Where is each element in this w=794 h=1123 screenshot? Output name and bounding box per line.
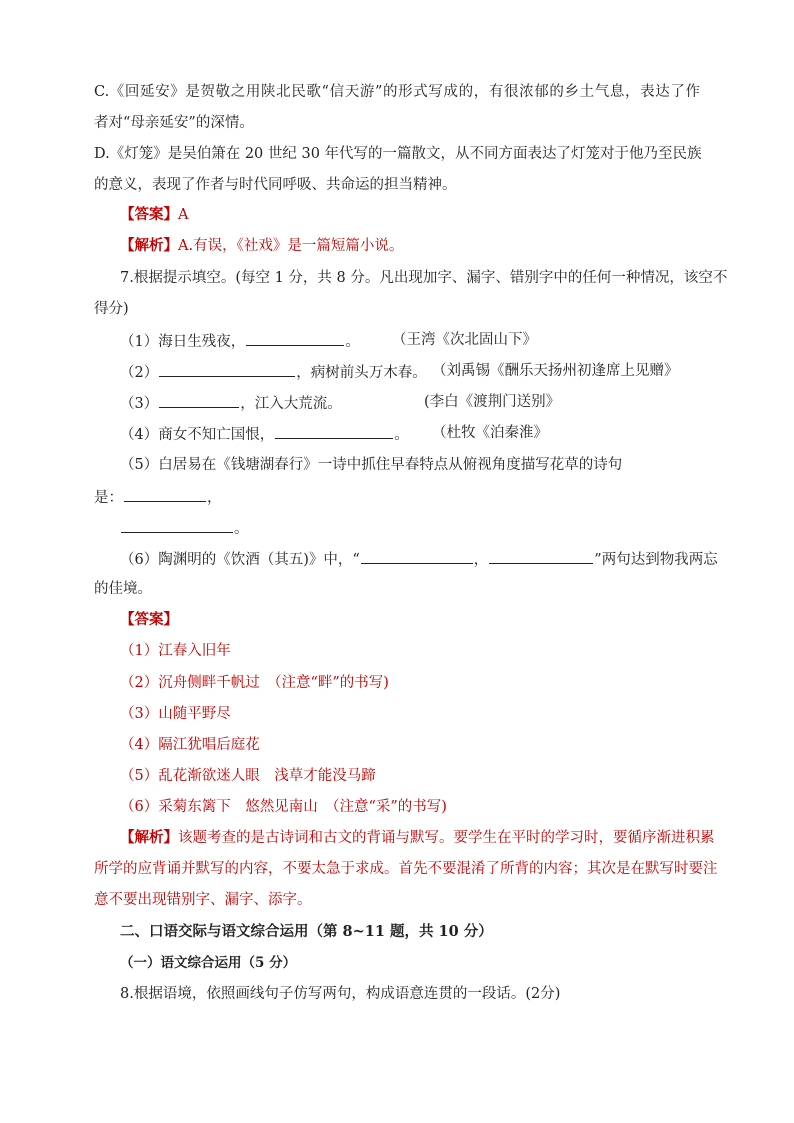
item-1-source: （王湾《次北固山下》 [392, 332, 537, 348]
q7-item-1 [120, 330, 360, 352]
analysis-label: 【解析】 [120, 237, 178, 254]
q7-item-5-line-2 [94, 486, 222, 508]
item-4-source: （杜牧《泊秦淮》 [432, 425, 548, 441]
fill-blank[interactable] [159, 392, 239, 408]
item-5-punct: ， [207, 490, 222, 506]
q7-item-5-line-3 [120, 517, 249, 539]
option-d-line-1: D.《灯笼》是吴伯箫在 20 世纪 30 年代写的一篇散文，从不同方面表达了灯笼对于他乃至民族 [94, 146, 702, 162]
fill-blank[interactable] [124, 486, 206, 502]
option-d-line-2: 的意义，表现了作者与时代同呼吸、共命运的担当精神。 [94, 177, 457, 193]
item-1-punct: 。 [345, 334, 360, 350]
q7-analysis-line-2: 所学的应背诵并默写的内容，不要太急于求成。首先不要混淆了所背的内容；其次是在默写时要注 [94, 861, 718, 877]
answer-2: （2）沉舟侧畔千帆过 （注意“畔”的书写) [120, 675, 389, 691]
q7-item-6-line-1 [120, 548, 718, 570]
q7-answer-label: 【答案】 [120, 611, 178, 628]
item-6-comma: ， [473, 552, 489, 568]
answer-4: （4）隔江犹唱后庭花 [120, 737, 260, 753]
item-3-text: ，江入大荒流。 [240, 396, 342, 412]
item-2-text: ，病树前头万木春。 [296, 365, 427, 381]
item-6-prompt: （6）陶渊明的《饮酒（其五)》中，“ [120, 552, 360, 568]
q7-item-6-line-2: 的佳境。 [94, 581, 152, 597]
fill-blank[interactable] [121, 517, 233, 533]
item-2-source: （刘禹锡《酬乐天扬州初逢席上见赠》 [432, 363, 679, 379]
item-1-prompt: （1）海日生残夜， [120, 334, 246, 350]
analysis-text: A.有误，《社戏》是一篇短篇小说。 [178, 238, 404, 254]
item-4-punct: 。 [394, 427, 409, 443]
answer-6: （6）采菊东篱下 悠然见南山 （注意“采”的书写) [120, 799, 447, 815]
fill-blank[interactable] [246, 330, 344, 346]
option-c-line-1: C.《回延安》是贺敬之用陕北民歌“信天游”的形式写成的，有很浓郁的乡土气息，表达了作 [94, 84, 700, 100]
answer-5: （5）乱花渐欲迷人眼 浅草才能没马蹄 [120, 768, 376, 784]
fill-blank[interactable] [489, 548, 593, 564]
answer-3: （3）山随平野尽 [120, 706, 231, 722]
answer-value: A [178, 207, 189, 223]
option-c-line-2: 者对“母亲延安”的深情。 [94, 115, 254, 131]
q7-item-2 [120, 361, 427, 383]
item-5-prompt: 是： [94, 490, 123, 506]
q7-analysis-line-1 [120, 828, 715, 848]
analysis-label: 【解析】 [120, 829, 178, 846]
q7-item-4 [120, 423, 409, 445]
item-3-prompt: （3） [120, 396, 159, 412]
analysis-text: 该题考查的是古诗词和古文的背诵与默写。要学生在平时的学习时，要循序渐进积累 [178, 830, 715, 846]
q6-answer [120, 205, 188, 225]
item-2-prompt: （2） [120, 365, 159, 381]
q7-analysis-line-3: 意不要出现错别字、漏字、添字。 [94, 892, 312, 908]
item-4-prompt: （4）商女不知亡国恨， [120, 427, 275, 443]
fill-blank[interactable] [159, 361, 295, 377]
fill-blank[interactable] [275, 423, 393, 439]
q7-item-5-line-1: （5）白居易在《钱塘湖春行》一诗中抓住早春特点从俯视角度描写花草的诗句 [120, 457, 623, 473]
section-2-heading: 二、口语交际与语文综合运用（第 8~11 题，共 10 分） [120, 923, 493, 940]
q6-analysis [120, 236, 403, 256]
fill-blank[interactable] [361, 548, 473, 564]
item-3-source: (李白《渡荆门送别》 [424, 394, 561, 410]
item-5-end: 。 [234, 521, 249, 537]
answer-label: 【答案】 [120, 206, 178, 223]
q8-stem: 8.根据语境，依照画线句子仿写两句，构成语意连贯的一段话。(2分) [120, 986, 561, 1002]
q7-stem-line-2: 得分) [94, 301, 129, 317]
item-6-text: ”两句达到物我两忘 [594, 552, 718, 568]
q7-stem-line-1: 7.根据提示填空。(每空 1 分，共 8 分。凡出现加字、漏字、错别字中的任何一种情况，该空不 [120, 270, 728, 286]
section-2-subheading: （一）语文综合运用（5 分） [120, 955, 297, 971]
q7-item-3 [120, 392, 342, 414]
answer-1: （1）江春入旧年 [120, 643, 231, 659]
